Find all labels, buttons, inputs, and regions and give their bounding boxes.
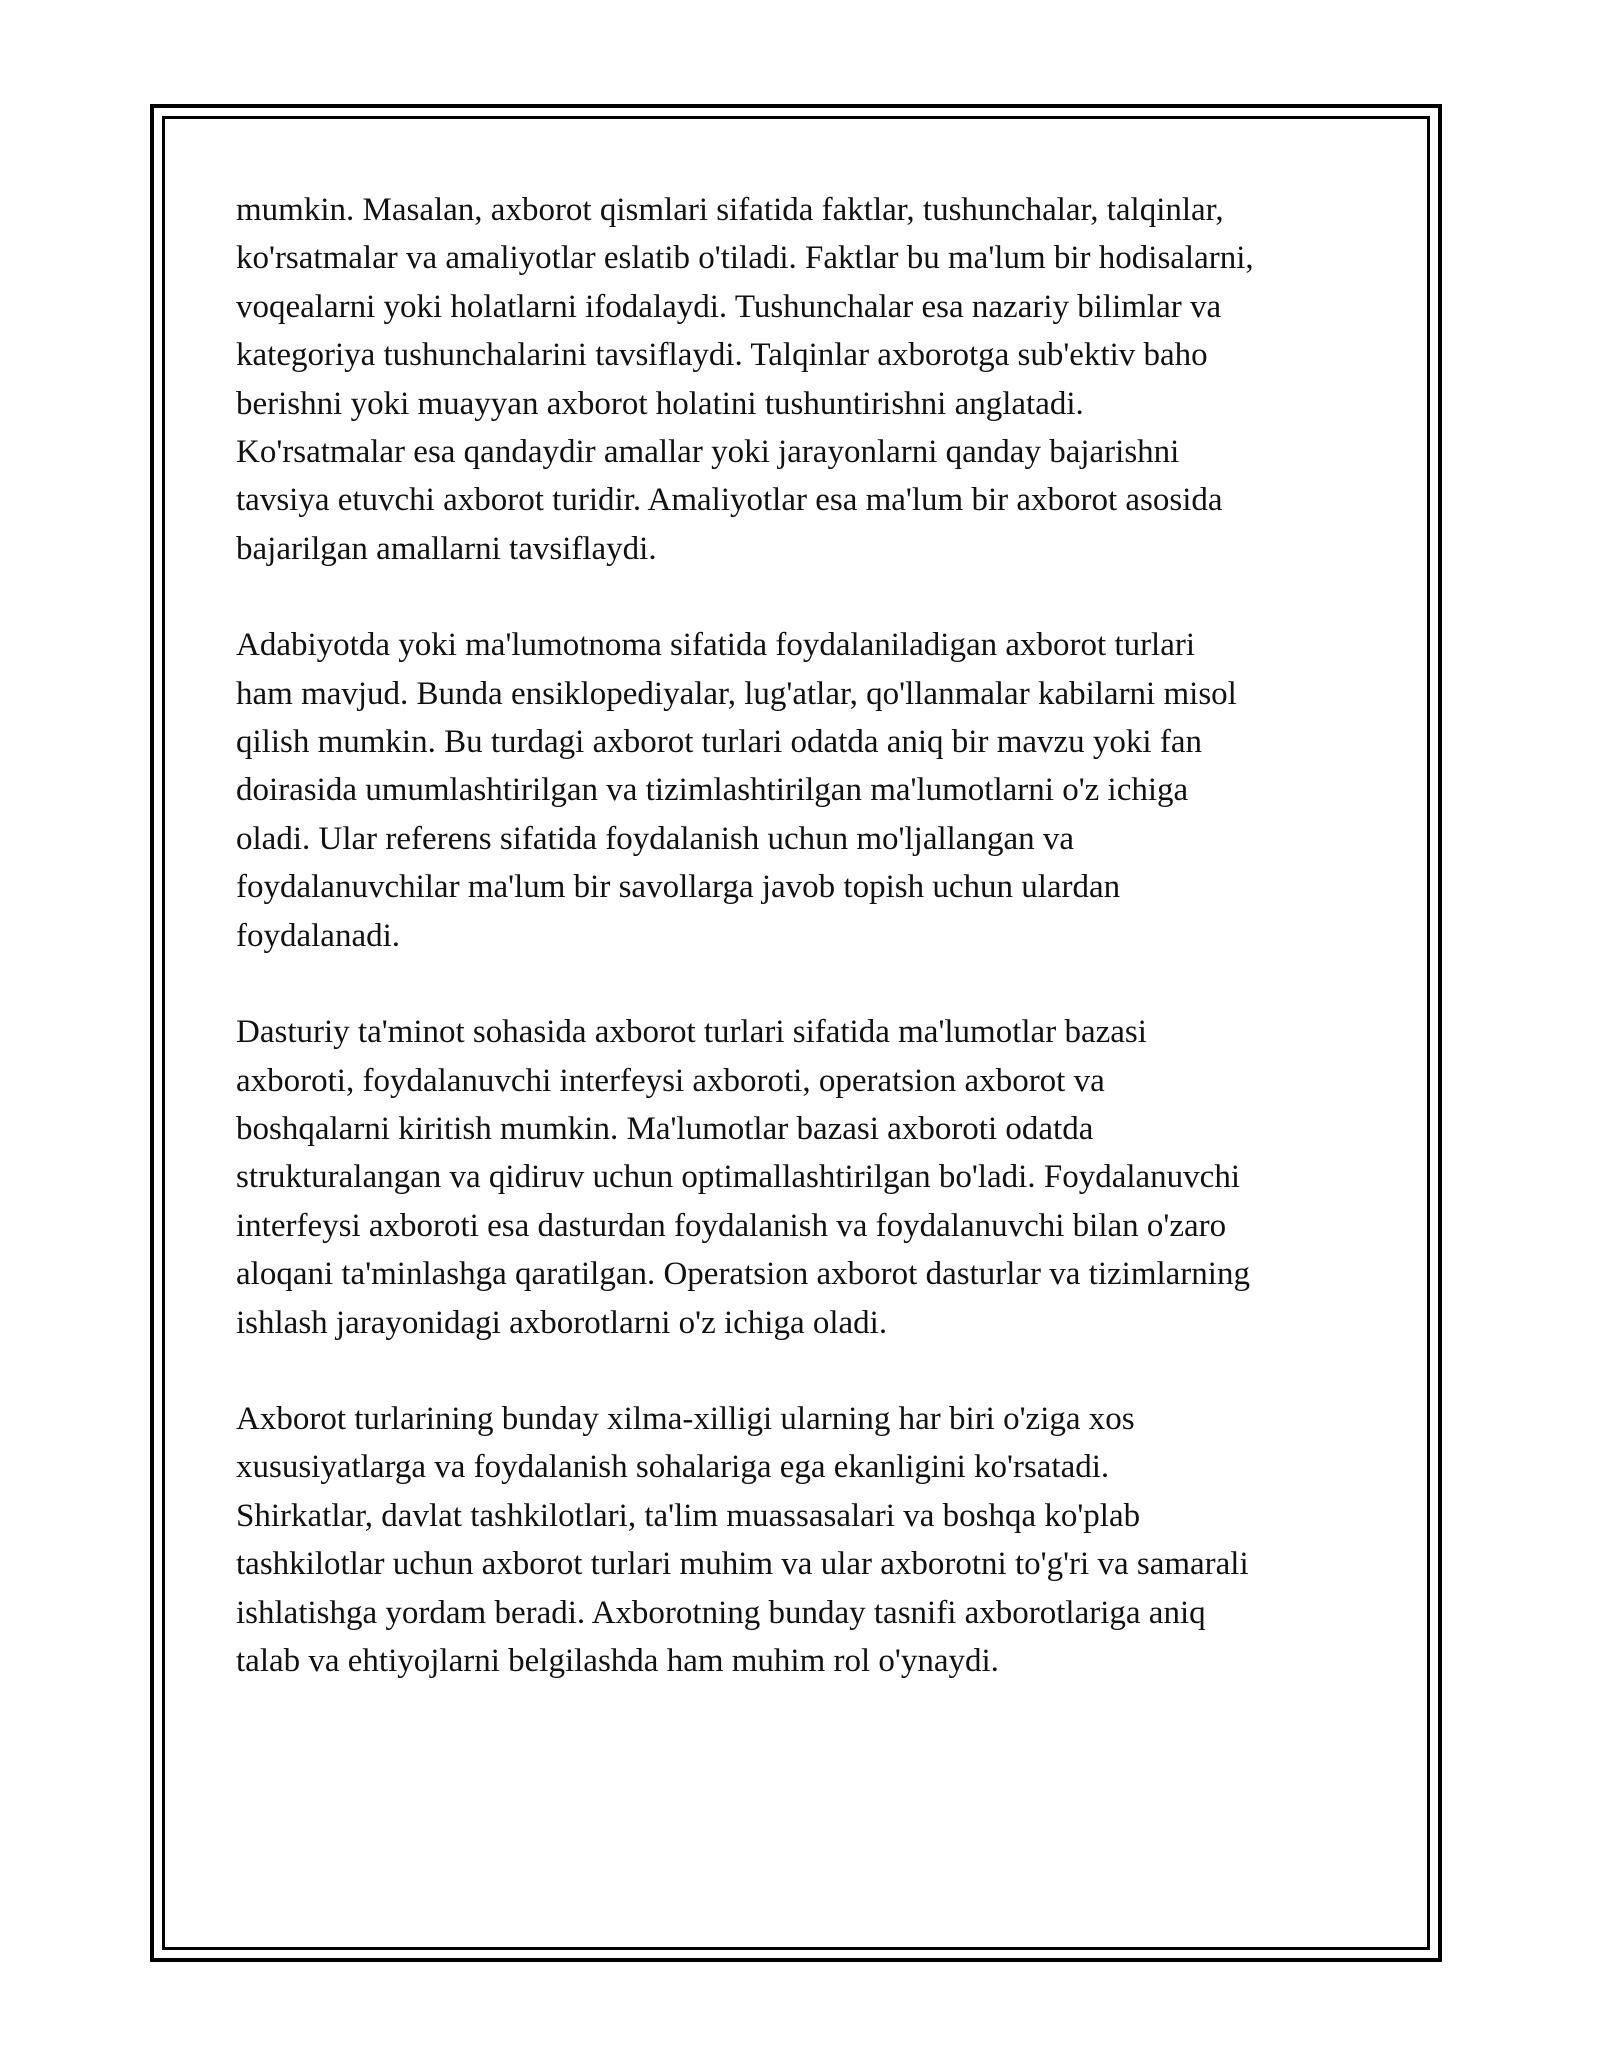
paragraph-2: Adabiyotda yoki ma'lumotnoma sifatida foydalaniladigan axborot turlari ham mavjud. Bunda ensiklopediyalar, lug'atlar, qo'llanmalar kabilarni misol qilish mumkin. Bu turdagi axborot turlari odatda aniq bir mavzu yoki fan doirasida umumlashtirilgan va tizimlashtirilgan ma'lumotlarni o'z ichiga oladi. Ular referens sifatida foydalanish uchun mo'ljallangan va foydalanuvchilar ma'lum bir savollarga javob topish uchun ulardan foydalanadi. (236, 627, 1237, 954)
paragraph-1: mumkin. Masalan, axborot qismlari sifatida faktlar, tushunchalar, talqinlar, ko'rsatmalar va amaliyotlar eslatib o'tiladi. Faktlar bu ma'lum bir hodisalarni, voqealarni yoki holatlarni ifodalaydi. Tushunchalar esa nazariy bilimlar va kategoriya tushunchalarini tavsiflaydi. Talqinlar axborotga sub'ektiv baho berishni yoki muayyan axborot holatini tushuntirishni anglatadi. Ko'rsatmalar esa qandaydir amallar yoki jarayonlarni qanday bajarishni tavsiya etuvchi axborot turidir. Amaliyotlar esa ma'lum bir axborot asosida bajarilgan amallarni tavsiflaydi. (236, 192, 1254, 567)
document-body (236, 186, 1386, 1733)
paragraph-3: Dasturiy ta'minot sohasida axborot turlari sifatida ma'lumotlar bazasi axboroti, foydalanuvchi interfeysi axboroti, operatsion axborot va boshqalarni kiritish mumkin. Ma'lumotlar bazasi axboroti odatda strukturalangan va qidiruv uchun optimallashtirilgan bo'ladi. Foydalanuvchi interfeysi axboroti esa dasturdan foydalanish va foydalanuvchi bilan o'zaro aloqani ta'minlashga qaratilgan. Operatsion axborot dasturlar va tizimlarning ishlash jarayonidagi axborotlarni o'z ichiga oladi. (236, 1014, 1250, 1341)
paragraph-4: Axborot turlarining bunday xilma-xilligi ularning har biri o'ziga xos xususiyatlarga va foydalanish sohalariga ega ekanligini ko'rsatadi. Shirkatlar, davlat tashkilotlari, ta'lim muassasalari va boshqa ko'plab tashkilotlar uchun axborot turlari muhim va ular axborotni to'g'ri va samarali ishlatishga yordam beradi. Axborotning bunday tasnifi axborotlariga aniq talab va ehtiyojlarni belgilashda ham muhim rol o'ynaydi. (236, 1400, 1249, 1679)
